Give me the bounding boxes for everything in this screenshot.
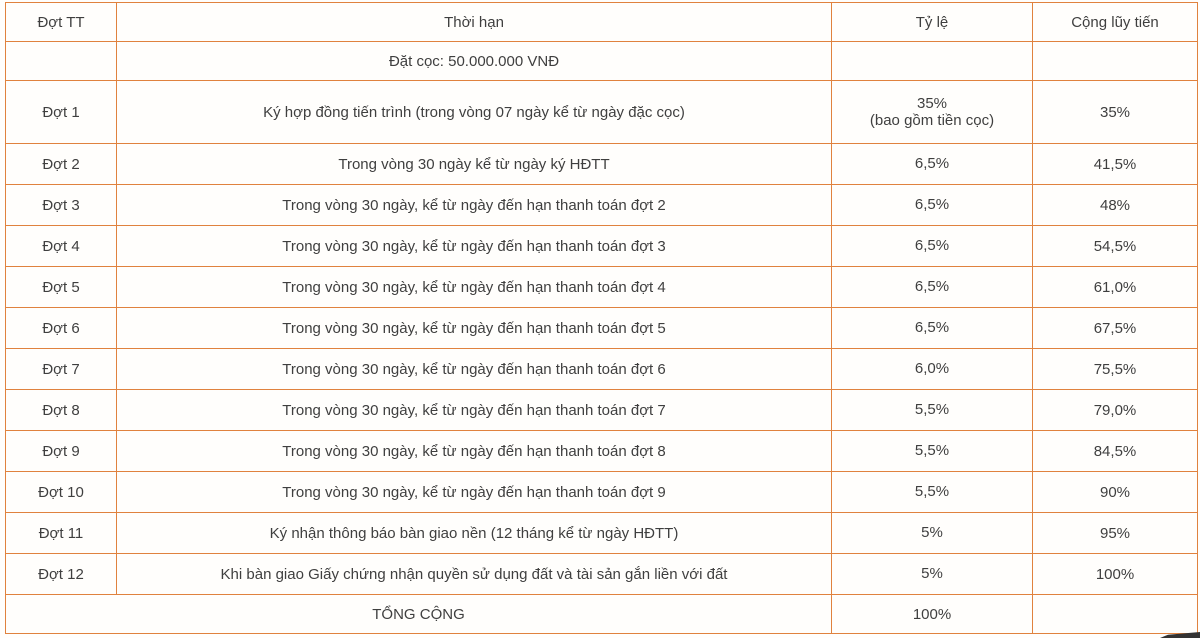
table-row <box>6 144 1198 185</box>
term-cell: Trong vòng 30 ngày, kể từ ngày đến hạn thanh toán đợt 3 <box>117 226 832 267</box>
rate-cell <box>832 431 1033 472</box>
rate-value: 35% <box>916 94 948 112</box>
table-row <box>6 81 1198 144</box>
stage-cell: Đợt 8 <box>6 390 117 431</box>
table-row <box>6 513 1198 554</box>
cumulative-cell: 67,5% <box>1033 308 1198 349</box>
rate-cell <box>832 390 1033 431</box>
rate-value: 6,0% <box>914 360 950 378</box>
stage-cell: Đợt 12 <box>6 554 117 595</box>
rate-cell <box>832 349 1033 390</box>
stage-cell: Đợt 11 <box>6 513 117 554</box>
stage-cell: Đợt 4 <box>6 226 117 267</box>
cumulative-cell: 61,0% <box>1033 267 1198 308</box>
term-cell: Trong vòng 30 ngày, kể từ ngày đến hạn thanh toán đợt 2 <box>117 185 832 226</box>
rate-cell <box>832 81 1033 144</box>
rate-cell <box>832 472 1033 513</box>
term-cell: Trong vòng 30 ngày kể từ ngày ký HĐTT <box>117 144 832 185</box>
rate-value: 6,5% <box>914 319 950 337</box>
stage-cell: Đợt 3 <box>6 185 117 226</box>
term-cell: Trong vòng 30 ngày, kể từ ngày đến hạn thanh toán đợt 8 <box>117 431 832 472</box>
table-row <box>6 349 1198 390</box>
total-rate-cell: 100% <box>832 595 1033 634</box>
rate-value: 5,5% <box>914 442 950 460</box>
table-row <box>6 472 1198 513</box>
cumulative-cell: 79,0% <box>1033 390 1198 431</box>
rate-value: 6,5% <box>914 237 950 255</box>
rate-value: 5% <box>921 565 943 583</box>
cumulative-cell: 75,5% <box>1033 349 1198 390</box>
table-row <box>6 185 1198 226</box>
cumulative-cell: 100% <box>1033 554 1198 595</box>
rate-cell <box>832 267 1033 308</box>
rate-value: 5,5% <box>914 401 950 419</box>
rate-value: 6,5% <box>914 278 950 296</box>
stage-cell: Đợt 5 <box>6 267 117 308</box>
header-row <box>6 3 1198 42</box>
header-stage: Đợt TT <box>6 3 117 42</box>
stage-cell <box>6 42 117 81</box>
table-row <box>6 390 1198 431</box>
rate-cell <box>832 554 1033 595</box>
rate-cell <box>832 513 1033 554</box>
header-term: Thời hạn <box>117 3 832 42</box>
rate-note: (bao gồm tiền cọc) <box>869 112 995 129</box>
term-cell: Trong vòng 30 ngày, kể từ ngày đến hạn thanh toán đợt 9 <box>117 472 832 513</box>
rate-value: 6,5% <box>914 155 950 173</box>
total-label-cell: TỔNG CỘNG <box>6 595 832 634</box>
total-row <box>6 595 1198 634</box>
rate-cell <box>832 144 1033 185</box>
cumulative-cell: 41,5% <box>1033 144 1198 185</box>
table-row <box>6 554 1198 595</box>
header-cumulative: Cộng lũy tiến <box>1033 3 1198 42</box>
total-cumulative-cell <box>1033 595 1198 634</box>
term-cell: Trong vòng 30 ngày, kể từ ngày đến hạn thanh toán đợt 5 <box>117 308 832 349</box>
table-row <box>6 226 1198 267</box>
stage-cell: Đợt 10 <box>6 472 117 513</box>
payment-schedule <box>5 2 1198 634</box>
rate-cell <box>832 42 1033 81</box>
table-row <box>6 267 1198 308</box>
rate-value: 5% <box>921 524 943 542</box>
table-row <box>6 431 1198 472</box>
cumulative-cell: 54,5% <box>1033 226 1198 267</box>
table-body <box>6 42 1198 634</box>
term-cell: Ký hợp đồng tiến trình (trong vòng 07 ngày kể từ ngày đặc cọc) <box>117 81 832 144</box>
cumulative-cell: 95% <box>1033 513 1198 554</box>
term-cell: Khi bàn giao Giấy chứng nhận quyền sử dụng đất và tài sản gắn liền với đất <box>117 554 832 595</box>
rate-value: 5,5% <box>914 483 950 501</box>
rate-cell <box>832 226 1033 267</box>
cumulative-cell: 35% <box>1033 81 1198 144</box>
header-rate: Tỷ lệ <box>832 3 1033 42</box>
rate-value: 6,5% <box>914 196 950 214</box>
stage-cell: Đợt 7 <box>6 349 117 390</box>
payment-schedule-table <box>5 2 1198 634</box>
table-row <box>6 308 1198 349</box>
cumulative-cell: 90% <box>1033 472 1198 513</box>
cumulative-cell: 48% <box>1033 185 1198 226</box>
term-cell: Ký nhận thông báo bàn giao nền (12 tháng kể từ ngày HĐTT) <box>117 513 832 554</box>
stage-cell: Đợt 6 <box>6 308 117 349</box>
term-cell: Trong vòng 30 ngày, kể từ ngày đến hạn thanh toán đợt 6 <box>117 349 832 390</box>
deposit-row <box>6 42 1198 81</box>
cumulative-cell <box>1033 42 1198 81</box>
stage-cell: Đợt 1 <box>6 81 117 144</box>
term-cell: Đặt cọc: 50.000.000 VNĐ <box>117 42 832 81</box>
cumulative-cell: 84,5% <box>1033 431 1198 472</box>
rate-cell <box>832 185 1033 226</box>
term-cell: Trong vòng 30 ngày, kể từ ngày đến hạn thanh toán đợt 4 <box>117 267 832 308</box>
rate-cell <box>832 308 1033 349</box>
stage-cell: Đợt 2 <box>6 144 117 185</box>
stage-cell: Đợt 9 <box>6 431 117 472</box>
term-cell: Trong vòng 30 ngày, kể từ ngày đến hạn thanh toán đợt 7 <box>117 390 832 431</box>
